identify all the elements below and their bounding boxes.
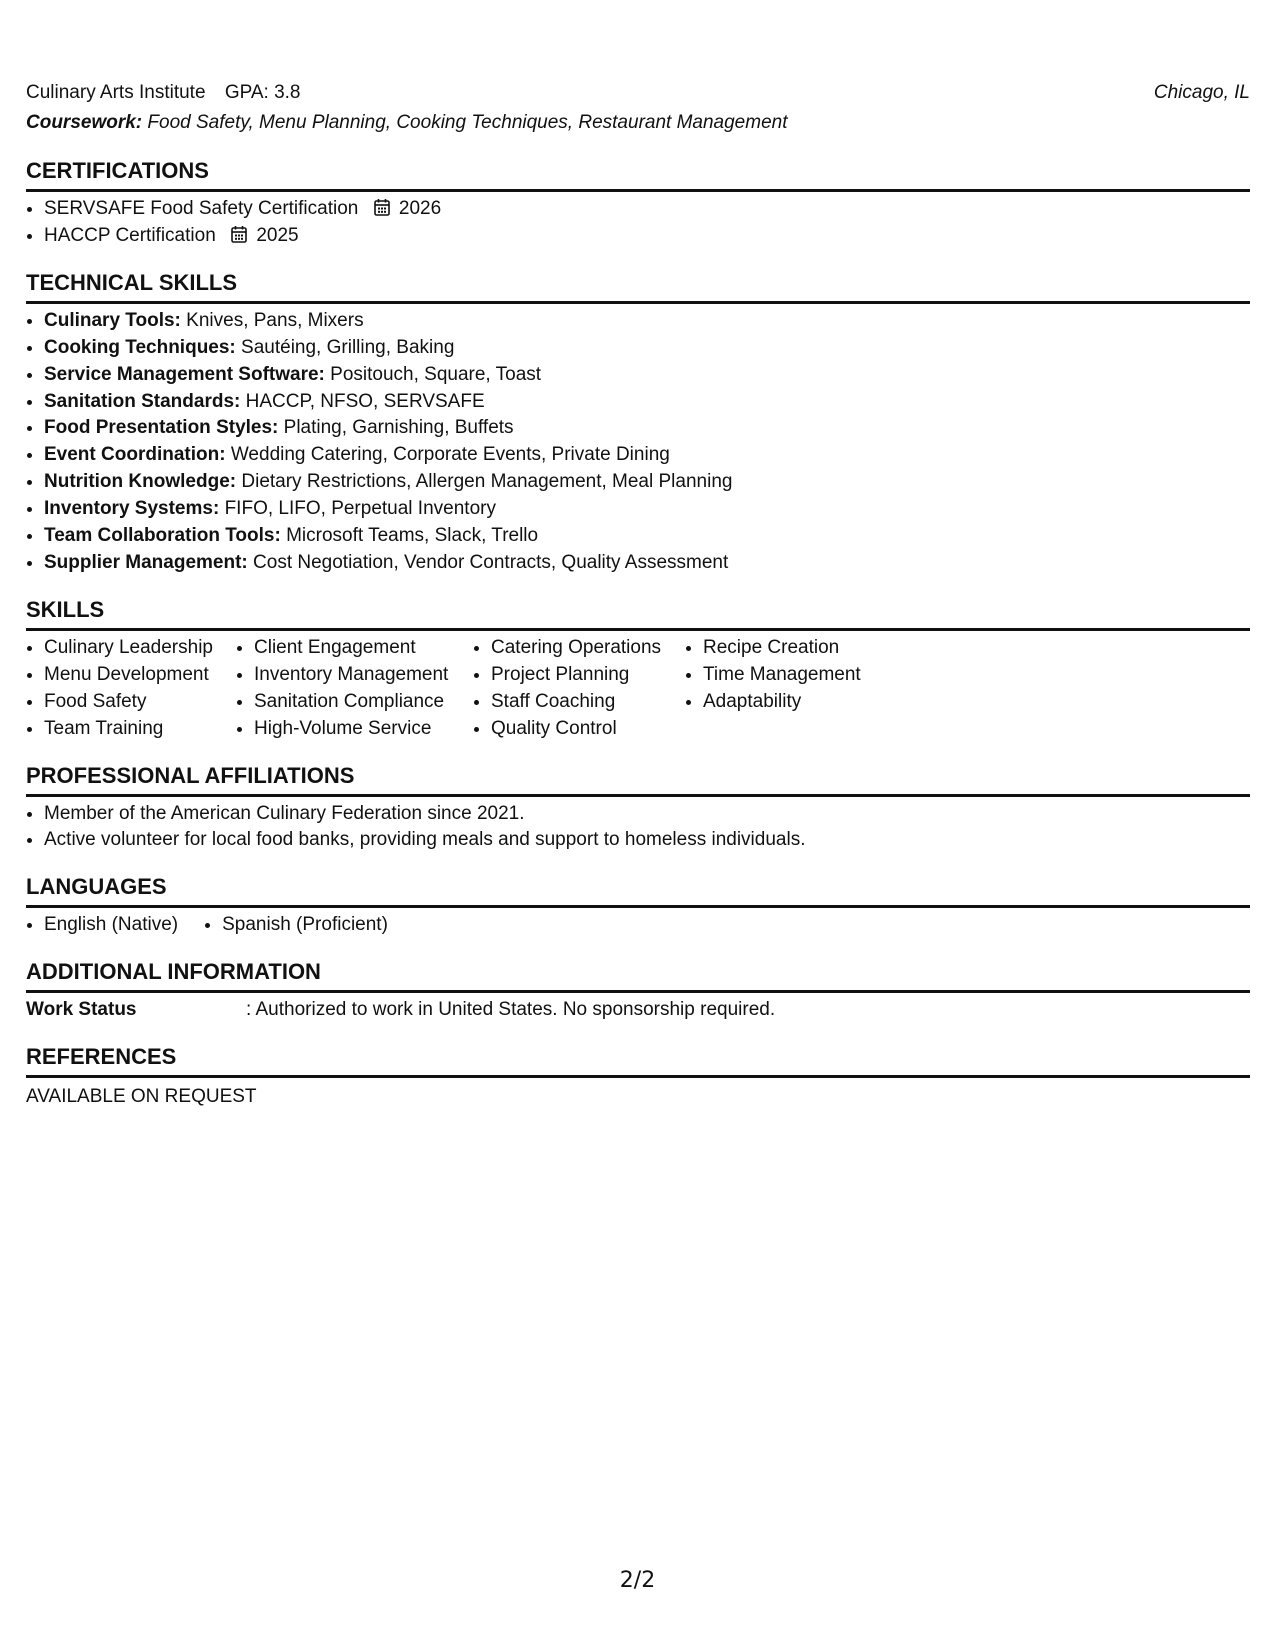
skills-column (26, 635, 236, 743)
gpa: GPA: 3.8 (224, 82, 301, 103)
list-item (44, 550, 1250, 577)
skill-value: Sautéing, Grilling, Baking (241, 336, 455, 358)
education-location: Chicago, IL (1153, 82, 1250, 103)
skills-grid (26, 635, 1250, 743)
list-item: • Spanish (Proficient) (222, 912, 388, 939)
list-item: • Active volunteer for local food banks, providing meals and support to homeless individuals. (44, 827, 1250, 854)
skill-label: Cooking Techniques: (44, 336, 236, 358)
work-status-label: Work Status (26, 999, 137, 1021)
list-item (44, 308, 1250, 335)
education-row (26, 78, 1250, 108)
calendar-icon (231, 225, 247, 243)
list-item (44, 442, 1250, 469)
page-number: 2/2 (619, 1568, 656, 1593)
skill-value: Dietary Restrictions, Allergen Management, Meal Planning (241, 471, 733, 493)
list-item: • Culinary Leadership (44, 635, 236, 662)
list-item: • Adaptability (703, 689, 885, 716)
list-item: • Sanitation Compliance (254, 689, 473, 716)
education-left (26, 78, 315, 108)
coursework (26, 108, 1250, 138)
list-item: • English (Native) (44, 912, 178, 939)
certification-year: 2025 (256, 224, 299, 246)
list-item (44, 523, 1250, 550)
skill-value: Positouch, Square, Toast (330, 363, 542, 385)
section-title-languages: LANGUAGES (26, 872, 1250, 908)
list-item (44, 496, 1250, 523)
section-title-additional-information: ADDITIONAL INFORMATION (26, 957, 1250, 993)
list-item (44, 415, 1250, 442)
section-title-affiliations: PROFESSIONAL AFFILIATIONS (26, 761, 1250, 797)
work-status-value: : Authorized to work in United States. No sponsorship required. (246, 999, 776, 1021)
skill-value: Plating, Garnishing, Buffets (283, 417, 514, 439)
list-item: • Staff Coaching (491, 689, 685, 716)
skill-label: Event Coordination: (44, 444, 226, 466)
skill-label: Supplier Management: (44, 551, 248, 573)
skill-label: Inventory Systems: (44, 498, 220, 520)
list-item: • Menu Development (44, 662, 236, 689)
list-item: • Team Training (44, 716, 236, 743)
list-item: • High-Volume Service (254, 716, 473, 743)
section-title-technical-skills: TECHNICAL SKILLS (26, 268, 1250, 304)
coursework-label: Coursework: (26, 112, 143, 133)
list-item (44, 389, 1250, 416)
skill-label: Sanitation Standards: (44, 390, 241, 412)
list-item: • Quality Control (491, 716, 685, 743)
list-item (44, 196, 1250, 223)
list-item: • Catering Operations (491, 635, 685, 662)
coursework-list: Food Safety, Menu Planning, Cooking Techniques, Restaurant Management (147, 112, 788, 133)
section-title-skills: SKILLS (26, 595, 1250, 631)
list-item: • Recipe Creation (703, 635, 885, 662)
skill-label: Service Management Software: (44, 363, 325, 385)
references-text: AVAILABLE ON REQUEST (26, 1086, 257, 1108)
languages-list (204, 912, 388, 939)
section-title-certifications: CERTIFICATIONS (26, 156, 1250, 192)
certification-name: SERVSAFE Food Safety Certification (44, 198, 359, 219)
list-item: • Time Management (703, 662, 885, 689)
certification-name: HACCP Certification (44, 224, 216, 246)
list-item (44, 362, 1250, 389)
list-item (44, 469, 1250, 496)
calendar-icon (374, 198, 390, 216)
skill-label: Culinary Tools: (44, 309, 181, 331)
certifications-list (26, 196, 1250, 250)
section-title-references: REFERENCES (26, 1042, 1250, 1078)
work-status-row (26, 997, 1250, 1024)
list-item: • Food Safety (44, 689, 236, 716)
skills-column (473, 635, 685, 743)
certification-year: 2026 (398, 198, 442, 219)
list-item: • Inventory Management (254, 662, 473, 689)
skill-label: Team Collaboration Tools: (44, 525, 281, 547)
affiliations-list (26, 801, 1250, 855)
list-item: • Client Engagement (254, 635, 473, 662)
skill-value: FIFO, LIFO, Perpetual Inventory (224, 498, 496, 520)
languages-list (26, 912, 178, 939)
school-name: Culinary Arts Institute (26, 82, 206, 103)
technical-skills-list (26, 308, 1250, 577)
skill-value: Knives, Pans, Mixers (186, 309, 364, 331)
skill-value: Microsoft Teams, Slack, Trello (286, 525, 539, 547)
skills-column (236, 635, 473, 743)
skill-label: Food Presentation Styles: (44, 417, 279, 439)
resume-page (26, 78, 1250, 1111)
skill-value: HACCP, NFSO, SERVSAFE (245, 390, 485, 412)
skill-label: Nutrition Knowledge: (44, 471, 237, 493)
list-item: • Project Planning (491, 662, 685, 689)
list-item: • Member of the American Culinary Federation since 2021. (44, 801, 1250, 828)
list-item (44, 223, 1250, 250)
list-item (44, 335, 1250, 362)
skill-value: Wedding Catering, Corporate Events, Private Dining (230, 444, 670, 466)
skills-column (685, 635, 885, 743)
skill-value: Cost Negotiation, Vendor Contracts, Quality Assessment (253, 551, 729, 573)
languages-row (26, 912, 1250, 939)
